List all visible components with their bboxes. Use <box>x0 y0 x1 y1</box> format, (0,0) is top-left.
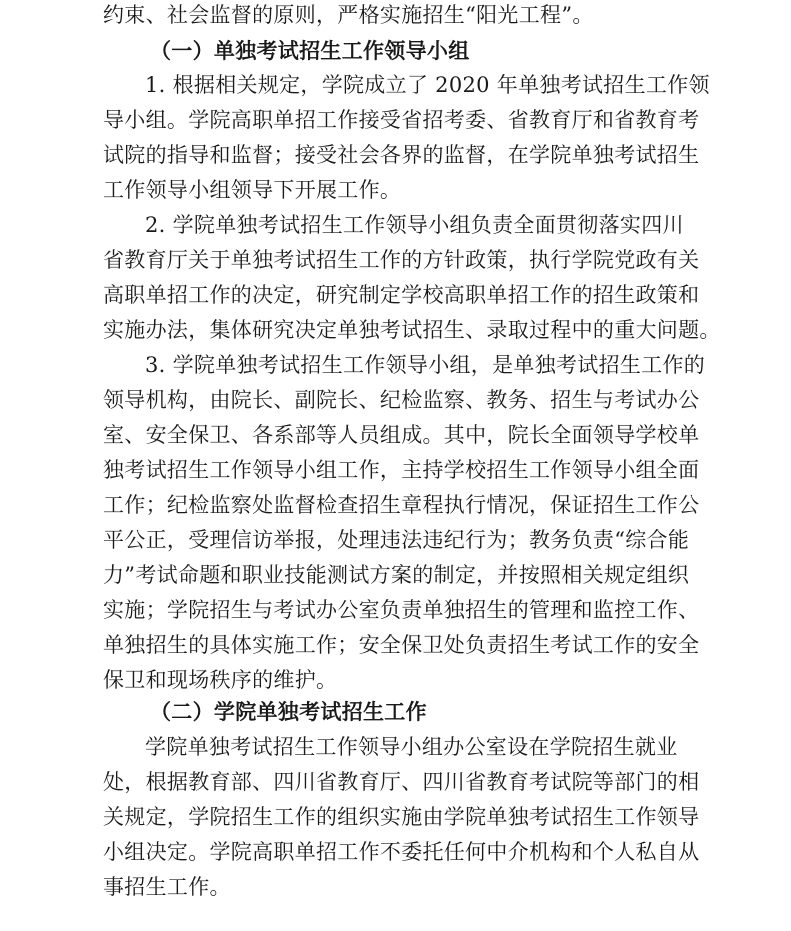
paragraph-line: 工作；纪检监察处监督检查招生章程执行情况，保证招生工作公 <box>103 493 700 517</box>
paragraph-line: 1. 根据相关规定，学院成立了 2020 年单独考试招生工作领 <box>145 73 710 97</box>
paragraph-line: 独考试招生工作领导小组工作，主持学校招生工作领导小组全面 <box>103 458 700 482</box>
paragraph-line: 小组决定。学院高职单招工作不委托任何中介机构和个人私自从 <box>103 840 700 864</box>
paragraph-line: 保卫和现场秩序的维护。 <box>103 668 338 692</box>
paragraph-line: 学院单独考试招生工作领导小组办公室设在学院招生就业 <box>145 735 678 759</box>
paragraph-line: 实施；学院招生与考试办公室负责单独招生的管理和监控工作、 <box>103 598 700 622</box>
paragraph-line: 约束、社会监督的原则，严格实施招生“阳光工程”。 <box>103 3 594 27</box>
paragraph-line: 关规定，学院招生工作的组织实施由学院单独考试招生工作领导 <box>103 805 700 829</box>
paragraph-line: 工作领导小组领导下开展工作。 <box>103 178 402 202</box>
paragraph-line: 高职单招工作的决定，研究制定学校高职单招工作的招生政策和 <box>103 283 700 307</box>
paragraph-line: 导小组。学院高职单招工作接受省招考委、省教育厅和省教育考 <box>103 108 700 132</box>
paragraph-line: 单独招生的具体实施工作；安全保卫处负责招生考试工作的安全 <box>103 633 700 657</box>
paragraph-line: 力”考试命题和职业技能测试方案的制定，并按照相关规定组织 <box>103 563 690 587</box>
paragraph-line: 省教育厅关于单独考试招生工作的方针政策，执行学院党政有关 <box>103 248 700 272</box>
paragraph-line: 事招生工作。 <box>103 875 231 899</box>
paragraph-line: 处，根据教育部、四川省教育厅、四川省教育考试院等部门的相 <box>103 770 700 794</box>
section-heading: （一）单独考试招生工作领导小组 <box>150 39 470 63</box>
paragraph-line: 领导机构，由院长、副院长、纪检监察、教务、招生与考试办公 <box>103 388 700 412</box>
paragraph-line: 3. 学院单独考试招生工作领导小组，是单独考试招生工作的 <box>145 353 706 377</box>
paragraph-line: 平公正，受理信访举报，处理违法违纪行为；教务负责“综合能 <box>103 528 690 552</box>
paragraph-line: 2. 学院单独考试招生工作领导小组负责全面贯彻落实四川 <box>145 213 684 237</box>
paragraph-line: 实施办法，集体研究决定单独考试招生、录取过程中的重大问题。 <box>103 318 721 342</box>
paragraph-line: 试院的指导和监督；接受社会各界的监督，在学院单独考试招生 <box>103 143 700 167</box>
section-heading: （二）学院单独考试招生工作 <box>150 700 427 724</box>
paragraph-line: 室、安全保卫、各系部等人员组成。其中，院长全面领导学校单 <box>103 423 700 447</box>
